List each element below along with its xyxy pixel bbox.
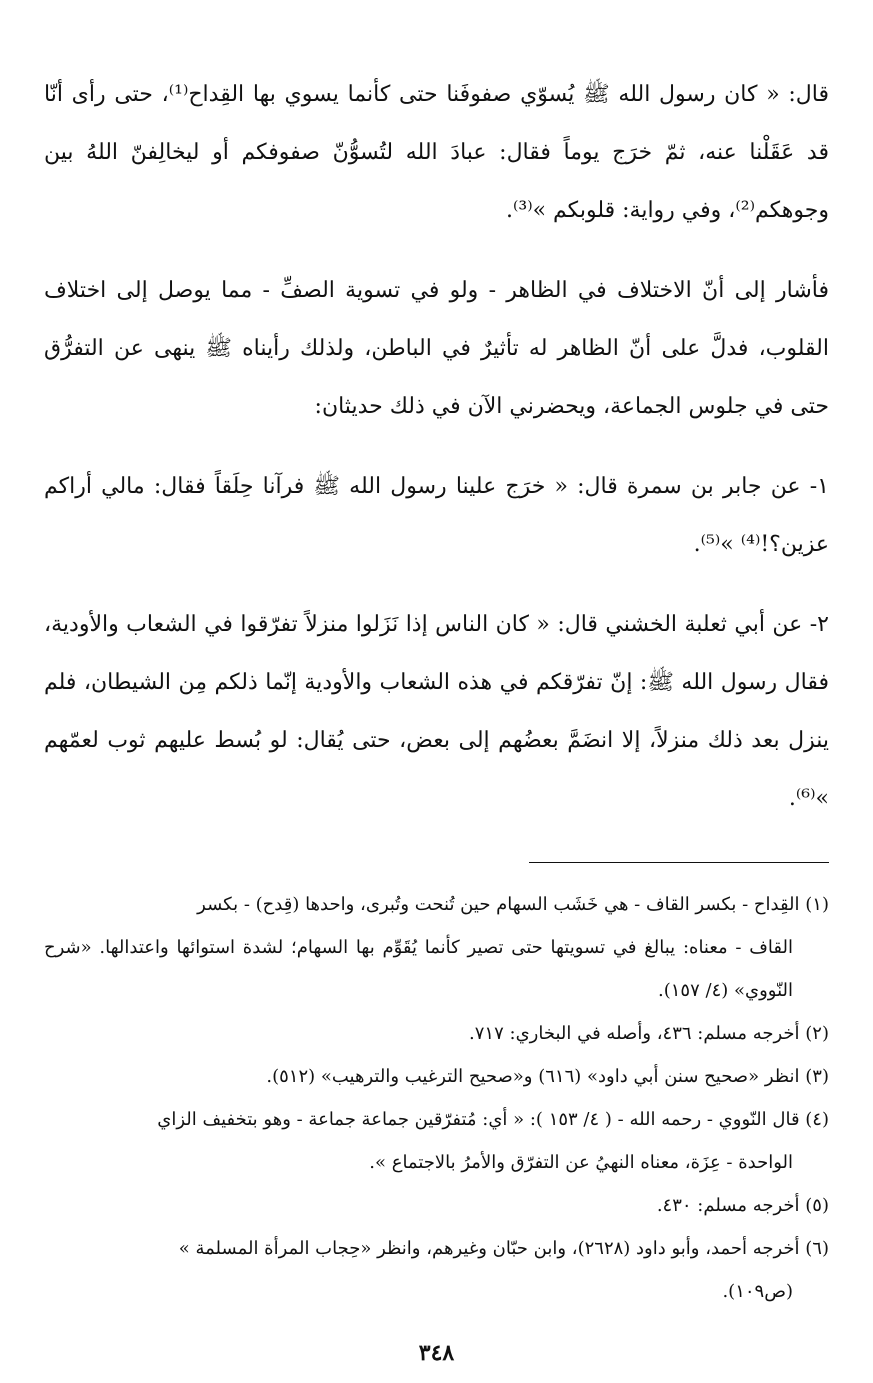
footnote-4-first: (٤) قال النّووي - رحمه الله - ( ٤/ ١٥٣ ): « أي: مُتفرّقين جماعة جماعة - وهو بتخفيف الزاي — [157, 1109, 829, 1130]
footnote-1-rest: القاف - معناه: يبالغ في تسويتها حتى تصير كأنما يُقَوِّم بها السهام؛ لشدة استوائها واعتدالها. «شرح النّووي» (٤/ ١٥٧). — [44, 937, 793, 1001]
footnote-6-first: (٦) أخرجه أحمد، وأبو داود (٢٦٢٨)، وابن حبّان وغيرهم، وانظر «حِجاب المرأة المسلمة » — [178, 1238, 829, 1259]
paragraph-4: ٢- عن أبي ثعلبة الخشني قال: « كان الناس إذا نَزَلوا منزلاً تفرّقوا في الشعاب والأودية، فقال رسول الله ﷺ: إنّ تفرّقكم في هذه الشعاب والأودية إنّما ذلكم مِن الشيطان، فلم ينزل بعد ذلك منزلاً، إلا انضَمَّ بعضُهم إلى بعض، حتى يُقال: لو بُسط عليهم ثوب لعمّهم »⁽⁶⁾. — [44, 612, 829, 811]
footnote-3 — [44, 1055, 829, 1098]
main-text — [44, 66, 829, 828]
footnote-4-rest: الواحدة - عِزَة، معناه النهيُ عن التفرّق والأمرُ بالاجتماع ». — [369, 1152, 793, 1173]
page-number: ٣٤٨ — [418, 1340, 455, 1366]
footnote-4 — [44, 1098, 829, 1184]
paragraph-3: ١- عن جابر بن سمرة قال: « خرَج علينا رسول الله ﷺ فرآنا حِلَقاً فقال: مالي أراكم عزين؟!⁽⁴⁾ »⁽⁵⁾. — [44, 474, 829, 557]
footnote-2-first: (٢) أخرجه مسلم: ٤٣٦، وأصله في البخاري: ٧١٧. — [469, 1023, 829, 1044]
paragraph-2: فأشار إلى أنّ الاختلاف في الظاهر - ولو في تسوية الصفِّ - مما يوصل إلى اختلاف القلوب، فدلَّ على أنّ الظاهر له تأثيرٌ في الباطن، ولذلك رأيناه ﷺ ينهى عن التفرُّق حتى في جلوس الجماعة، ويحضرني الآن في ذلك حديثان: — [44, 278, 829, 419]
footnote-5-first: (٥) أخرجه مسلم: ٤٣٠. — [656, 1195, 829, 1216]
footnote-6 — [44, 1227, 829, 1313]
footnote-2 — [44, 1012, 829, 1055]
footnote-divider — [529, 862, 829, 863]
paragraph-1: قال: « كان رسول الله ﷺ يُسوّي صفوفَنا حتى كأنما يسوي بها القِداح⁽¹⁾، حتى رأى أنّا قد عَقَلْنا عنه، ثمّ خرَج يوماً فقال: عبادَ الله لتُسوُّنّ صفوفكم أو ليخالِفنّ اللهُ بين وجوهكم⁽²⁾، وفي رواية: قلوبكم »⁽³⁾. — [44, 82, 829, 223]
footnote-1-first: (١) القِداح - بكسر القاف - هي خَشَب السهام حين تُنحت وتُبرى، واحدها (قِدح) - بكسر — [197, 894, 829, 915]
footnote-3-first: (٣) انظر «صحيح سنن أبي داود» (٦١٦) و«صحيح الترغيب والترهيب» (٥١٢). — [266, 1066, 829, 1087]
footnote-5 — [44, 1184, 829, 1227]
footnote-6-rest: (ص١٠٩). — [722, 1281, 793, 1302]
footnotes — [44, 883, 829, 1313]
footnote-1 — [44, 883, 829, 1012]
